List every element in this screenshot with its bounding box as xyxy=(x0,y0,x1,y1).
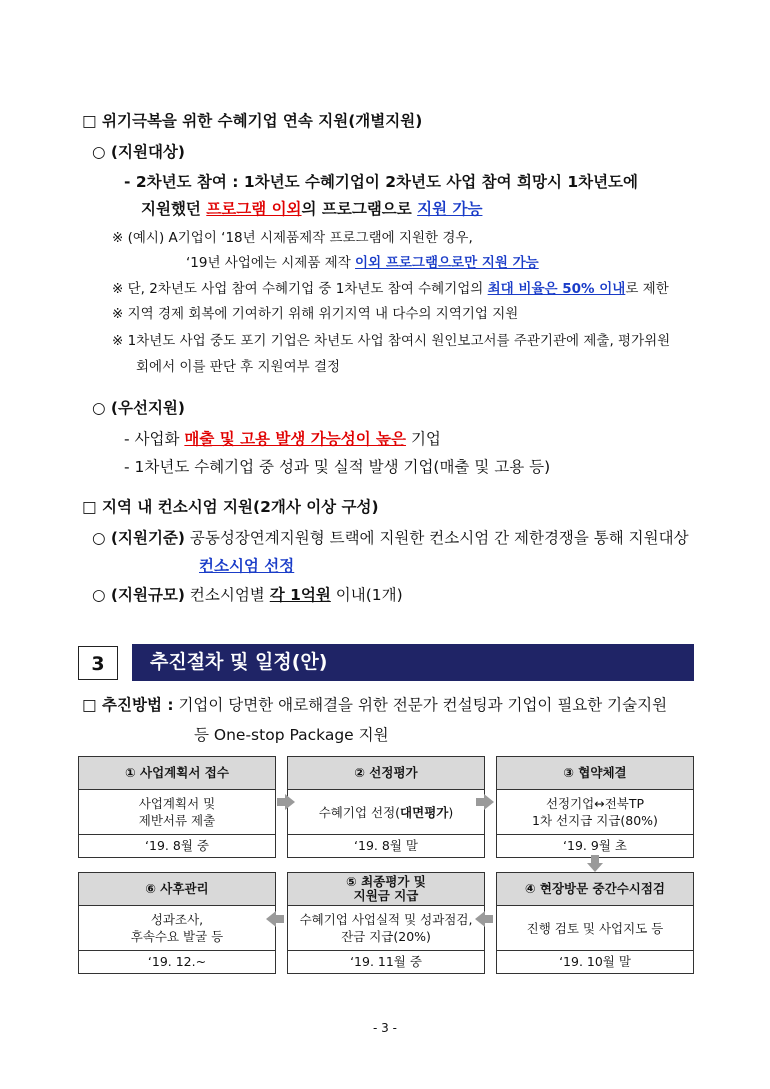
note-example-2 xyxy=(186,252,539,274)
note-dropout-2: 회에서 이를 판단 후 지원여부 결정 xyxy=(136,359,341,375)
text: ⑤ 최종평가 및 xyxy=(346,874,426,889)
step-date: ‘19. 11월 중 xyxy=(350,954,422,969)
arrow-stem xyxy=(476,798,484,806)
section-title-bar: 추진절차 및 일정(안) xyxy=(132,644,694,681)
arrow-right-icon xyxy=(484,794,494,810)
label: ○ (지원규모) xyxy=(92,586,185,604)
step-date: ‘19. 8월 말 xyxy=(354,838,418,853)
step-title xyxy=(288,873,484,906)
text: 대면평가 xyxy=(400,804,449,820)
text: 로 제한 xyxy=(625,281,669,297)
highlight-red: 프로그램 이외 xyxy=(206,200,302,218)
step-2 xyxy=(287,756,485,858)
text: 지원했던 xyxy=(141,200,207,218)
highlight-blue: 지원 가능 xyxy=(417,200,483,218)
text: 후속수요 발굴 등 xyxy=(130,929,224,944)
arrow-down-icon xyxy=(587,863,603,872)
page-number: - 3 - xyxy=(373,1021,397,1035)
target-line-1: - 2차년도 참여 : 1차년도 수혜기업이 2차년도 사업 참여 희망시 1차년도에 xyxy=(124,173,639,191)
label: ○ (지원기준) xyxy=(92,529,185,547)
text: 1차 선지급 지급(80%) xyxy=(532,813,658,828)
text: 선정기업↔전북TP xyxy=(545,796,645,811)
step-body xyxy=(497,906,693,951)
text: 이내(1개) xyxy=(330,586,403,604)
text: 수혜기업 선정( xyxy=(318,804,401,820)
arrow-left-icon xyxy=(266,911,276,927)
highlight-blue: 최대 비율은 50% 이내 xyxy=(487,281,626,297)
step-4 xyxy=(496,872,694,974)
step-body xyxy=(79,906,275,951)
note-ratio xyxy=(112,278,669,300)
text: 진행 검토 및 사업지도 등 xyxy=(526,920,664,936)
note-example: ※ (예시) A기업이 ‘18년 시제품제작 프로그램에 지원한 경우, xyxy=(112,230,473,246)
text: 의 프로그램으로 xyxy=(301,200,418,218)
text: ※ 단, 2차년도 사업 참여 수혜기업 중 1차년도 참여 수혜기업의 xyxy=(112,281,488,297)
target-title: ○ (지원대상) xyxy=(92,143,185,161)
arrow-right-icon xyxy=(285,794,295,810)
step-1 xyxy=(78,756,276,858)
priority-line-1 xyxy=(124,428,441,450)
text: ‘19년 사업에는 시제품 제작 xyxy=(186,255,356,271)
text: 수혜기업 사업실적 및 성과점검, xyxy=(299,912,473,927)
text: 제반서류 제출 xyxy=(138,813,216,828)
text: 잔금 지급(20%) xyxy=(341,929,431,944)
highlight-blue: 컨소시엄 선정 xyxy=(199,557,295,575)
text: 기업 xyxy=(406,430,441,448)
note-regional: ※ 지역 경제 회복에 기여하기 위해 위기지역 내 다수의 지역기업 지원 xyxy=(112,306,519,322)
arrow-stem xyxy=(276,915,284,923)
arrow-stem xyxy=(591,855,599,863)
text: - 사업화 xyxy=(124,430,185,448)
method-line-2: 등 One-stop Package 지원 xyxy=(194,726,389,744)
consortium-criteria xyxy=(92,527,689,549)
text: 컨소시엄별 xyxy=(184,586,270,604)
text: ) xyxy=(448,804,454,820)
section-heading-continuous-support: □ 위기극복을 위한 수혜기업 연속 지원(개별지원) xyxy=(82,112,423,130)
step-body xyxy=(497,790,693,835)
step-body xyxy=(288,790,484,835)
step-body xyxy=(288,906,484,951)
step-5 xyxy=(287,872,485,974)
highlight-blue: 이외 프로그램으로만 지원 가능 xyxy=(355,255,539,271)
step-3 xyxy=(496,756,694,858)
text: 기업이 당면한 애로해결을 위한 전문가 컨설팅과 기업이 필요한 기술지원 xyxy=(173,696,668,714)
step-6 xyxy=(78,872,276,974)
text: 지원금 지급 xyxy=(353,888,419,903)
step-date: ‘19. 12.~ xyxy=(147,954,207,969)
arrow-stem xyxy=(485,915,493,923)
step-body xyxy=(79,790,275,835)
step-title: ② 선정평가 xyxy=(288,757,484,790)
target-line-2 xyxy=(141,198,482,220)
step-date: ‘19. 8월 중 xyxy=(145,838,209,853)
text: 성과조사, xyxy=(150,912,204,927)
arrow-stem xyxy=(277,798,285,806)
text xyxy=(319,804,454,821)
step-title: ④ 현장방문 중간수시점검 xyxy=(497,873,693,906)
consortium-criteria-2 xyxy=(199,555,294,577)
step-title: ③ 협약체결 xyxy=(497,757,693,790)
step-title: ① 사업계획서 접수 xyxy=(79,757,275,790)
method-line-1 xyxy=(82,694,667,716)
arrow-left-icon xyxy=(475,911,485,927)
text: 사업계획서 및 xyxy=(138,796,216,811)
text: 공동성장연계지원형 트랙에 지원한 컨소시엄 간 제한경쟁을 통해 지원대상 xyxy=(184,529,689,547)
section-heading-consortium: □ 지역 내 컨소시엄 지원(2개사 이상 구성) xyxy=(82,498,379,516)
section-number: 3 xyxy=(78,646,118,680)
step-title: ⑥ 사후관리 xyxy=(79,873,275,906)
step-date: ‘19. 9월 초 xyxy=(563,838,627,853)
label: □ 추진방법 : xyxy=(82,696,174,714)
highlight-red: 매출 및 고용 발생 가능성이 높은 xyxy=(184,430,407,448)
highlight-underline: 각 1억원 xyxy=(269,586,331,604)
note-dropout-1: ※ 1차년도 사업 중도 포기 기업은 차년도 사업 참여시 원인보고서를 주관기관에 제출, 평가위원 xyxy=(112,333,671,349)
consortium-scale xyxy=(92,584,403,606)
step-date: ‘19. 10월 말 xyxy=(559,954,631,969)
priority-title: ○ (우선지원) xyxy=(92,399,185,417)
priority-line-2: - 1차년도 수혜기업 중 성과 및 실적 발생 기업(매출 및 고용 등) xyxy=(124,458,551,476)
